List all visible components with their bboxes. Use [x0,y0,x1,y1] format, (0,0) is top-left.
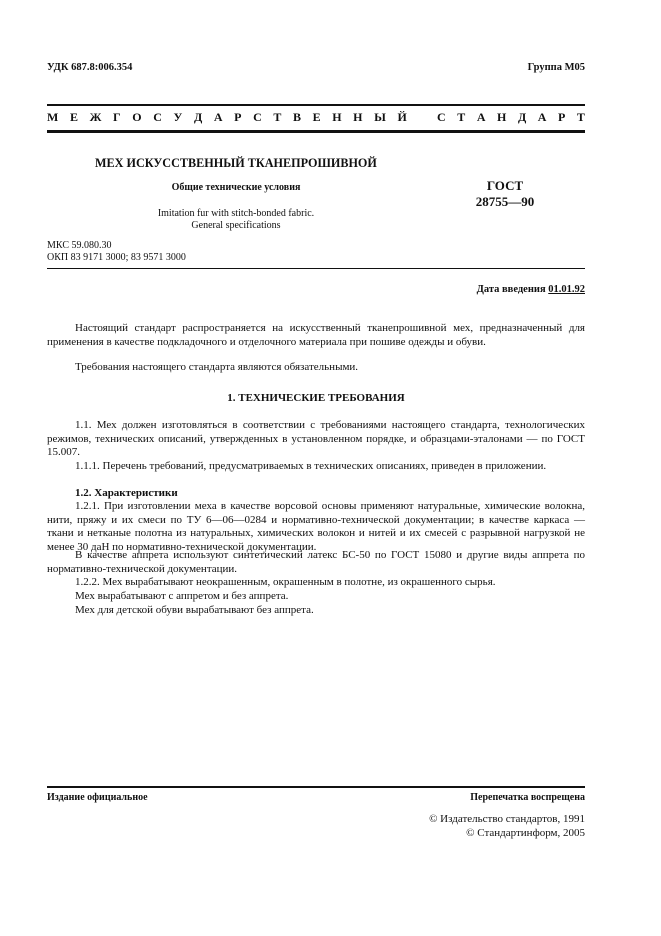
reprint-prohibited: Перепечатка воспрещена [470,792,585,803]
gost-label: ГОСТ [486,178,524,193]
banner-word-standard [437,110,585,125]
paragraph-1-1: 1.1. Мех должен изготовляться в соответствии с требованиями настоящего стандарта, технологических режимов, технических описаний, утвержденных в установленном порядке, и образцами-эталонами — по ГОСТ 15.007. [47,419,585,459]
banner-letter: Т [576,110,585,124]
paragraph-1-2-1: 1.2.1. При изготовлении меха в качестве ворсовой основы применяют натуральные, химические волокна, нити, пряжу и их смеси по ТУ 6—06—0284 и нормативно-технической документации; в качестве каркаса — ткани и нетканые полотна из натуральных, химических волокон и нитей и их смесей с разрывной нагрузкой не менее 30 даН по нормативно-технической документации. [47,500,585,553]
banner-word-interstate [47,110,407,125]
banner-top-rule [47,104,585,106]
udk-code: УДК 687.8:006.354 [47,62,133,73]
paragraph-1-1-1: 1.1.1. Перечень требований, предусматриваемых в технических описаниях, приведен в приложении. [75,460,547,472]
english-title-line-1: Imitation fur with stitch-bonded fabric. [157,208,315,219]
mks-code: МКС 59.080.30 [47,240,112,251]
copyright-1: © Издательство стандартов, 1991 [429,813,585,825]
banner-letter: О [132,110,142,124]
effective-date-label: Дата введения [476,284,546,295]
paragraph-kids: Мех для детской обуви вырабатывают без аппрета. [75,604,314,616]
banner-letter: Ж [89,110,102,124]
banner-letter: С [153,110,162,124]
english-title-line-2: General specifications [191,220,281,231]
banner-letter: Р [234,110,242,124]
banner-letter: Ы [374,110,386,124]
banner-letter: У [173,110,183,124]
banner-letter: Е [69,110,78,124]
banner-letter: С [253,110,262,124]
banner-letter: А [213,110,223,124]
paragraph-made: Мех вырабатывают с аппретом и без аппрета. [75,590,289,602]
section-1-heading: 1. ТЕХНИЧЕСКИЕ ТРЕБОВАНИЯ [227,392,405,404]
footer-rule [47,786,585,788]
banner-letter: Н [332,110,342,124]
banner-letter: Т [457,110,466,124]
effective-date-value: 01.01.92 [548,284,585,295]
subsection-1-2-heading: 1.2. Характеристики [75,487,178,499]
banner-letter: Г [113,110,121,124]
interstate-standard-banner [47,110,585,125]
banner-letter: С [437,110,446,124]
intro-paragraph-2: Требования настоящего стандарта являются обязательными. [75,361,359,373]
banner-letter: Т [273,110,282,124]
banner-letter: М [47,110,59,124]
banner-letter: Н [497,110,507,124]
paragraph-1-2-2: 1.2.2. Мех вырабатывают неокрашенным, окрашенным в полотне, из окрашенного сырья. [75,576,496,588]
document-subtitle: Общие технические условия [171,182,301,193]
gost-number: 28755—90 [475,194,535,209]
title-block-rule [47,268,585,269]
official-edition: Издание официальное [47,792,148,803]
banner-letter: А [537,110,547,124]
banner-letter: Н [353,110,363,124]
paragraph-appret: В качестве аппрета используют синтетический латекс БС-50 по ГОСТ 15080 и другие виды аппрета по нормативно-технической документации. [47,549,585,575]
banner-bottom-rule [47,130,585,133]
banner-letter: Й [397,110,407,124]
banner-letter: Д [517,110,527,124]
banner-letter: А [476,110,486,124]
banner-letter: Д [193,110,203,124]
copyright-2: © Стандартинформ, 2005 [466,827,585,839]
intro-paragraph-1: Настоящий стандарт распространяется на искусственный тканепрошивной мех, предназначенный для применения в качестве подкладочного и отделочного материала при пошиве одежды и обуви. [47,322,585,348]
effective-date [477,284,585,295]
banner-letter: В [292,110,301,124]
document-title: МЕХ ИСКУССТВЕННЫЙ ТКАНЕПРОШИВНОЙ [95,156,377,170]
group-code: Группа М05 [527,62,585,73]
banner-letter: Е [312,110,321,124]
banner-letter: Р [558,110,566,124]
okp-code: ОКП 83 9171 3000; 83 9571 3000 [47,252,186,263]
